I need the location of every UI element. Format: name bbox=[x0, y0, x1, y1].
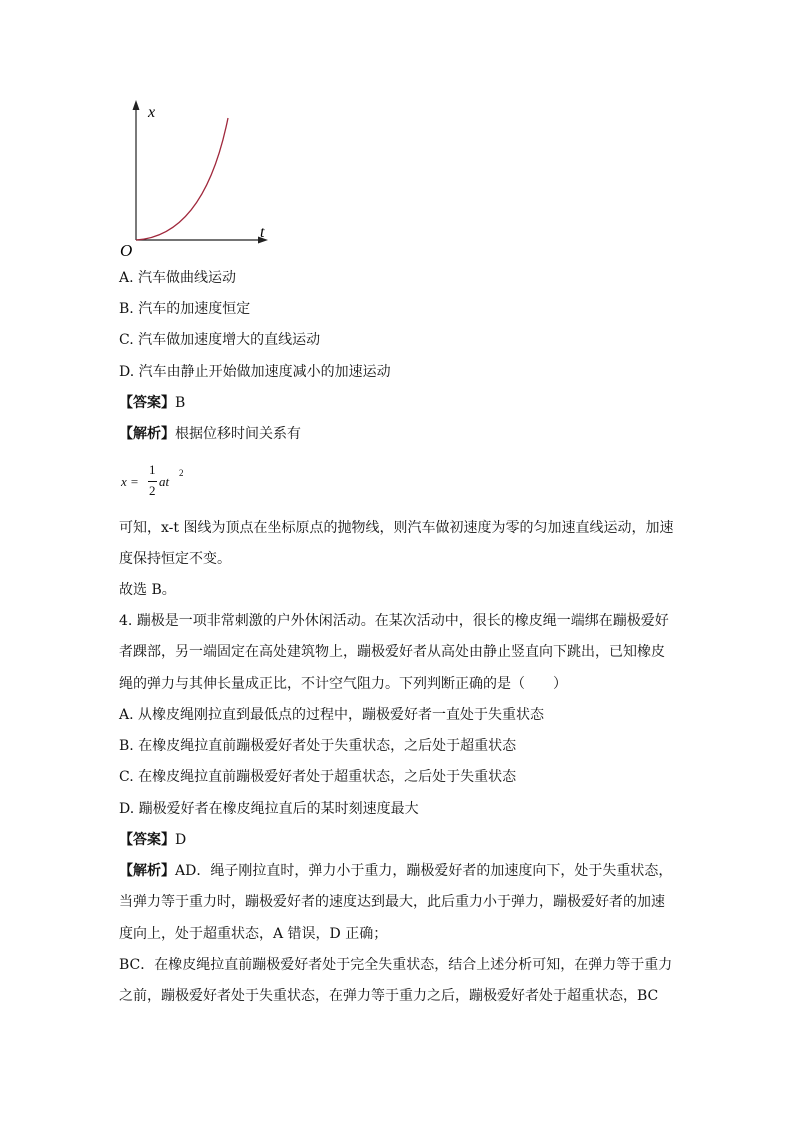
q4-stem-line: 4. 蹦极是一项非常刺激的户外休闲活动。在某次活动中，很长的橡皮绳一端绑在蹦极爱好 bbox=[119, 613, 669, 629]
y-axis-label: x bbox=[148, 104, 156, 121]
q3-analysis-line: 可知，x-t 图线为顶点在坐标原点的抛物线，则汽车做初速度为零的匀加速直线运动，加速 bbox=[119, 520, 674, 536]
q3-option-c: C. 汽车做加速度增大的直线运动 bbox=[119, 332, 321, 348]
q4-analysis-line: 当弹力等于重力时，蹦极爱好者的速度达到最大，此后重力小于弹力，蹦极爱好者的加速 bbox=[119, 894, 665, 910]
y-axis-arrow bbox=[133, 100, 140, 110]
answer-label: 【答案】 bbox=[119, 395, 175, 411]
displacement-formula bbox=[121, 462, 241, 502]
q4-analysis-line: 度向上，处于超重状态，A 错误，D 正确； bbox=[119, 926, 388, 942]
parabola-curve bbox=[136, 118, 228, 240]
q4-stem-line: 绳的弹力与其伸长量成正比，不计空气阻力。下列判断正确的是（ ） bbox=[119, 676, 567, 692]
q4-stem-line: 者踝部，另一端固定在高处建筑物上，蹦极爱好者从高处由静止竖直向下跳出，已知橡皮 bbox=[119, 644, 665, 660]
formula-denominator: 2 bbox=[149, 483, 156, 498]
q4-analysis-line: BC．在橡皮绳拉直前蹦极爱好者处于完全失重状态，结合上述分析可知，在弹力等于重力 bbox=[119, 957, 673, 973]
q4-option-a: A. 从橡皮绳刚拉直到最低点的过程中，蹦极爱好者一直处于失重状态 bbox=[119, 707, 545, 723]
q4-option-b: B. 在橡皮绳拉直前蹦极爱好者处于失重状态，之后处于超重状态 bbox=[119, 738, 517, 754]
answer-value: B bbox=[175, 395, 186, 411]
origin-label: O bbox=[120, 241, 133, 260]
q4-analysis-line: 之前，蹦极爱好者处于失重状态，在弹力等于重力之后，蹦极爱好者处于超重状态，BC bbox=[119, 988, 659, 1004]
q3-option-a: A. 汽车做曲线运动 bbox=[119, 270, 237, 286]
q4-analysis-first-line bbox=[119, 862, 672, 880]
q4-answer bbox=[119, 831, 186, 849]
analysis-label: 【解析】 bbox=[119, 863, 175, 879]
q3-option-d: D. 汽车由静止开始做加速度减小的加速运动 bbox=[119, 364, 391, 380]
q4-option-c: C. 在橡皮绳拉直前蹦极爱好者处于超重状态，之后处于失重状态 bbox=[119, 769, 517, 785]
analysis-text: AD．绳子刚拉直时，弹力小于重力，蹦极爱好者的加速度向下，处于失重状态， bbox=[175, 863, 673, 879]
q3-analysis-line: 度保持恒定不变。 bbox=[119, 551, 231, 567]
q3-option-b: B. 汽车的加速度恒定 bbox=[119, 301, 251, 317]
formula-lhs: x = bbox=[121, 474, 139, 489]
fraction-bar bbox=[148, 481, 157, 482]
formula-exponent: 2 bbox=[179, 468, 184, 478]
formula-numerator: 1 bbox=[149, 462, 156, 477]
analysis-label: 【解析】 bbox=[119, 426, 175, 442]
analysis-intro-text: 根据位移时间关系有 bbox=[175, 426, 301, 442]
q3-analysis-intro bbox=[119, 425, 301, 443]
answer-value: D bbox=[175, 832, 187, 848]
q3-answer bbox=[119, 394, 185, 412]
xt-graph bbox=[0, 0, 794, 270]
formula-rhs: at bbox=[159, 474, 170, 489]
q4-option-d: D. 蹦极爱好者在橡皮绳拉直后的某时刻速度最大 bbox=[119, 801, 419, 817]
answer-label: 【答案】 bbox=[119, 832, 175, 848]
q3-analysis-line: 故选 B。 bbox=[119, 582, 176, 598]
x-axis-label: t bbox=[260, 224, 265, 241]
